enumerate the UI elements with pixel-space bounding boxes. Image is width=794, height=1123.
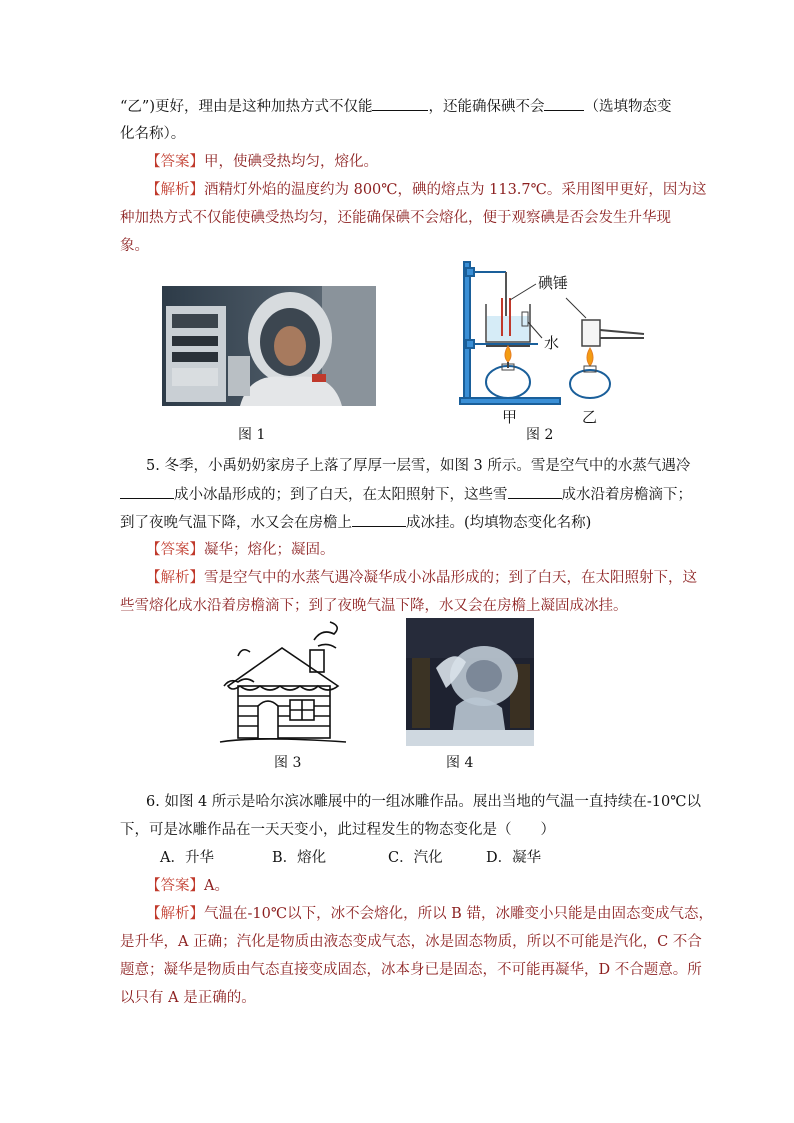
q4-analysis-line2: 种加热方式不仅能使碘受热均匀，还能确保碘不会熔化，便于观察碘是否会发生升华现 <box>120 210 671 226</box>
q6-answer: 【答案】A。 <box>146 878 229 894</box>
q6-analysis-line4: 以只有 A 是正确的。 <box>120 990 256 1006</box>
figure-1-astronaut-photo <box>162 286 376 406</box>
figure-3-snowy-house-drawing <box>218 620 348 746</box>
figure-1-caption: 图 1 <box>238 427 266 443</box>
q4-line2: 化名称）。 <box>120 126 186 142</box>
answer-blank <box>372 96 428 111</box>
q5-line3: 到了夜晚气温下降，水又会在房檐上 成冰挂。(均填物态变化名称) <box>120 512 591 533</box>
q6-analysis-line3: 题意；凝华是物质由气态直接变成固态，冰本身已是固态，不可能再凝华，D 不合题意。所 <box>120 962 702 978</box>
answer-blank <box>544 96 584 111</box>
figure-2-caption: 图 2 <box>526 427 554 443</box>
figure-2-apparatus-diagram <box>458 258 658 430</box>
q4-answer: 【答案】甲，使碘受热均匀，熔化。 <box>146 154 378 170</box>
q6-option-b: B．熔化 <box>272 850 327 866</box>
q6-line1: 6. 如图 4 所示是哈尔滨冰雕展中的一组冰雕作品。展出当地的气温一直持续在-10℃以 <box>146 794 701 810</box>
q6-option-a: A．升华 <box>160 850 214 866</box>
figure-4-caption: 图 4 <box>446 755 474 771</box>
figure-4-ice-sculpture-photo <box>406 618 534 746</box>
q6-option-d: D．凝华 <box>486 850 542 866</box>
q5-line1: 5. 冬季，小禹奶奶家房子上落了厚厚一层雪，如图 3 所示。雪是空气中的水蒸气遇冷 <box>146 458 691 474</box>
label-iodine-hammer: 碘锤 <box>538 274 569 292</box>
q6-analysis-line1: 【解析】气温在-10℃以下，冰不会熔化，所以 B 错，冰雕变小只能是由固态变成气态， <box>146 906 713 922</box>
figure-3-caption: 图 3 <box>274 755 302 771</box>
answer-blank <box>508 484 562 499</box>
q5-analysis-line2: 些雪熔化成水沿着房檐滴下；到了夜晚气温下降，水又会在房檐上凝固成冰挂。 <box>120 598 628 614</box>
q6-option-c: C．汽化 <box>388 850 443 866</box>
q5-line2: 成小冰晶形成的；到了白天，在太阳照射下，这些雪 成水沿着房檐滴下； <box>120 484 692 505</box>
label-jia: 甲 <box>502 408 518 426</box>
q6-line2: 下，可是冰雕作品在一天天变小，此过程发生的物态变化是（ ） <box>120 822 555 838</box>
answer-blank <box>352 512 406 527</box>
q4-line1: “乙”)更好，理由是这种加热方式不仅能 ，还能确保碘不会 （选填物态变 <box>120 96 671 117</box>
label-water: 水 <box>544 334 560 352</box>
q5-answer: 【答案】凝华；熔化；凝固。 <box>146 542 335 558</box>
q5-analysis-line1: 【解析】雪是空气中的水蒸气遇冷凝华成小冰晶形成的；到了白天，在太阳照射下，这 <box>146 570 697 586</box>
label-yi: 乙 <box>582 408 598 426</box>
q4-analysis-line1: 【解析】酒精灯外焰的温度约为 800℃，碘的熔点为 113.7℃。采用图甲更好，因为这 <box>146 182 707 198</box>
answer-blank <box>120 484 174 499</box>
q6-analysis-line2: 是升华，A 正确；汽化是物质由液态变成气态，冰是固态物质，所以不可能是汽化，C 不合 <box>120 934 702 950</box>
q4-analysis-line3: 象。 <box>120 238 149 254</box>
